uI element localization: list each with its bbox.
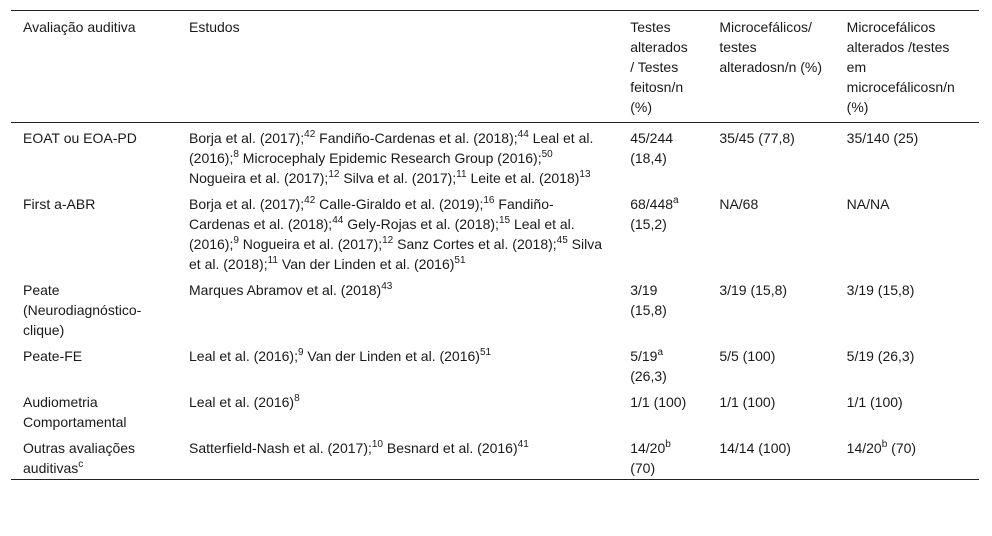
header-studies: Estudos (189, 19, 240, 35)
superscript: 9 (233, 235, 239, 246)
cell-microcephalic-altered: 35/45 (77,8) (719, 130, 795, 146)
superscript: 9 (297, 347, 304, 358)
cell-studies: Leal et al. (2016);$^9$ Van der Linden et al. $(2016)^{51}$ (189, 347, 492, 364)
superscript: 44 (517, 129, 529, 140)
superscript: 41 (517, 439, 529, 450)
cell-hearing-assessment: Peate-FE (23, 348, 83, 364)
superscript: 43 (381, 281, 393, 292)
cell-hearing-assessment: Peate (Neurodiagnóstico-clique) (23, 282, 142, 338)
superscript: 8 (233, 149, 239, 160)
cell-altered-tests: 68/448$^a$ (15,2) (630, 195, 679, 232)
table-row (11, 123, 979, 190)
cell-altered-tests: 3/19 (15,8) (630, 282, 667, 318)
table-row (11, 189, 979, 275)
superscript: 12 (328, 169, 340, 180)
superscript: a (673, 195, 679, 206)
header-microcephalic-altered: Microcefálicos/ testes alteradosn/n (%) (719, 19, 823, 75)
table-row (11, 387, 979, 433)
cell-altered-tests: 45/244 (18,4) (630, 130, 674, 166)
superscript: 42 (304, 195, 316, 206)
superscript: 12 (382, 235, 394, 246)
cell-microcephalic-tests: NA/NA (846, 196, 890, 212)
superscript: 44 (332, 215, 344, 226)
superscript: 8 (294, 393, 300, 404)
cell-microcephalic-tests: 3/19 (15,8) (846, 282, 915, 298)
hearing-assessment-table (11, 10, 979, 480)
cell-altered-tests: 14/20$^b$ (70) (630, 439, 671, 476)
header-row (11, 11, 979, 123)
header-altered-tests: Testes alterados / Testes feitosn/n (%) (630, 19, 688, 115)
superscript: 50 (541, 149, 553, 160)
superscript: 13 (579, 169, 591, 180)
superscript: 11 (267, 255, 278, 266)
superscript: 51 (454, 255, 466, 266)
cell-hearing-assessment: Outras avaliações auditivas$^c$ (23, 440, 136, 476)
cell-studies: Borja et al. (2017);$^{42}$ Calle-Giraldo et al. (2019);$^{16}$ Fandiño-Cardenas et al. (2018);$^{44}$ Gely-Rojas et al. (2018);$^{15}$ Leal et al. (2016);$^9$ Nogueira et al. (2017);$^{12}$ Sanz Cortes et al. (2018);$^{45}$ Silva et al. (2018);$^{11}$ Van der Linden et al. $(2016)^{51}$ (189, 195, 603, 272)
cell-hearing-assessment: First a-ABR (23, 196, 96, 212)
cell-microcephalic-tests: 35/140 (25) (846, 130, 919, 146)
cell-microcephalic-altered: 1/1 (100) (719, 394, 776, 410)
header-microcephalic-tests: Microcefálicos alterados /testes em microcefálicosn/n (%) (846, 19, 955, 115)
cell-altered-tests: 1/1 (100) (630, 394, 687, 410)
cell-microcephalic-altered: 3/19 (15,8) (719, 282, 788, 298)
cell-altered-tests: 5/19$^a$ (26,3) (630, 347, 667, 384)
cell-studies: Satterfield-Nash et al. (2017);$^{10}$ Besnard et al. $(2016)^{41}$ (189, 439, 529, 456)
cell-microcephalic-tests: 5/19 (26,3) (846, 348, 915, 364)
superscript: 10 (371, 439, 383, 450)
cell-microcephalic-tests: 14/20$^b$ (70) (846, 439, 917, 456)
superscript: 45 (556, 235, 568, 246)
cell-microcephalic-altered: 14/14 (100) (719, 440, 791, 456)
table-row (11, 275, 979, 341)
superscript: 15 (498, 215, 511, 226)
superscript: b (881, 439, 888, 450)
cell-hearing-assessment: Audiometria Comportamental (23, 394, 127, 430)
table-row (11, 341, 979, 387)
cell-hearing-assessment: EOAT ou EOA-PD (23, 130, 137, 146)
cell-microcephalic-tests: 1/1 (100) (846, 394, 903, 410)
superscript: 11 (456, 169, 467, 180)
cell-microcephalic-altered: NA/68 (719, 196, 759, 212)
cell-studies: Leal et al. $(2016)^8$ (189, 393, 300, 410)
superscript: 42 (304, 129, 316, 140)
superscript: 51 (479, 347, 492, 358)
cell-studies: Marques Abramov et al. $(2018)^{43}$ (189, 281, 393, 298)
superscript: a (657, 347, 664, 358)
table-row (11, 433, 979, 480)
cell-studies: Borja et al. (2017);$^{42}$ Fandiño-Cardenas et al. (2018);$^{44}$ Leal et al. (2016);$^8$ Microcephaly Epidemic Research Group (2016);$^{50}$ Nogueira et al. (2017);$^{12}$ Silva et al. (2017);$^{11}$ Leite et al. $(2018)^{13}$ (189, 129, 594, 186)
header-hearing-assessment: Avaliação auditiva (23, 19, 136, 35)
superscript: b (665, 439, 671, 450)
cell-microcephalic-altered: 5/5 (100) (719, 348, 776, 364)
superscript: 16 (483, 195, 495, 206)
superscript: c (78, 459, 84, 470)
